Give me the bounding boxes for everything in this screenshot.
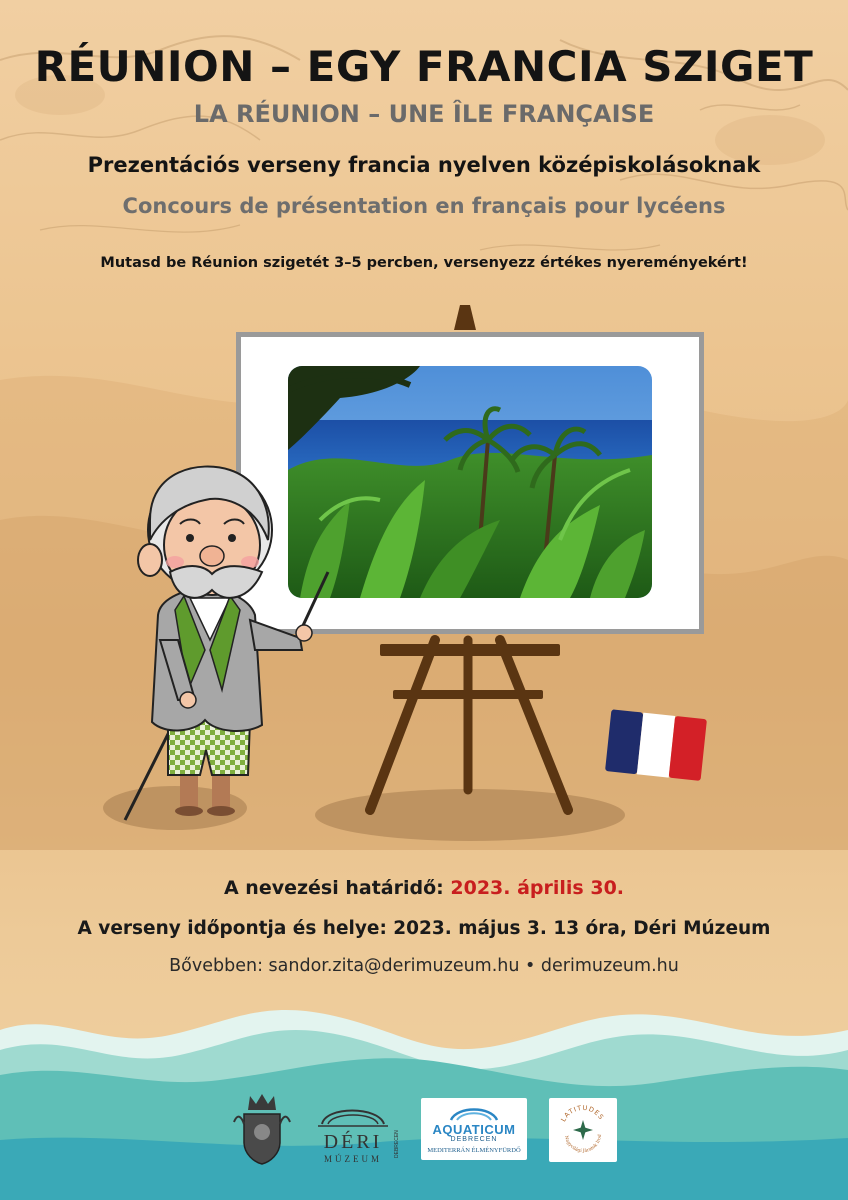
deri-muzeum-logo xyxy=(308,1096,404,1166)
svg-text:DEBRECEN: DEBRECEN xyxy=(394,1130,400,1158)
aquaticum-logo xyxy=(421,1098,527,1160)
aquaticum-city: DEBRECEN xyxy=(450,1136,498,1143)
subtitle-hungarian: Prezentációs verseny francia nyelven középiskolásoknak xyxy=(87,153,761,177)
svg-text:Nagyvilági Járatok Iroda: Nagyvilági Járatok Irod xyxy=(563,1134,604,1155)
compass-rose-icon xyxy=(553,1100,613,1160)
subtitle-french: Concours de présentation en français pour lycéens xyxy=(122,194,726,218)
sponsor-logos xyxy=(0,1090,848,1170)
illustration-scene xyxy=(0,290,848,850)
latitudes-logo xyxy=(549,1098,617,1162)
contact-info: Bővebben: sandor.zita@derimuzeum.hu • derimuzeum.hu xyxy=(169,956,679,976)
aquaticum-name: AQUATICUM xyxy=(432,1122,516,1137)
aquaticum-dome-icon xyxy=(449,1102,499,1122)
coat-of-arms-icon xyxy=(232,1092,292,1166)
tagline: Mutasd be Réunion szigetét 3–5 percben, versenyezz értékes nyereményekért! xyxy=(100,255,748,271)
island-photo xyxy=(288,366,652,598)
france-flag-icon xyxy=(605,709,707,781)
easel-shadow xyxy=(315,789,625,841)
svg-text:MÚZEUM: MÚZEUM xyxy=(324,1154,382,1164)
title-french: LA RÉUNION – UNE ÎLE FRANÇAISE xyxy=(193,100,655,128)
deadline-label: A nevezési határidő: xyxy=(223,877,451,899)
deadline-date: 2023. április 30. xyxy=(450,877,625,899)
svg-text:LATITUDES: LATITUDES xyxy=(559,1103,606,1124)
event-date-venue: A verseny időpontja és helye: 2023. május 3. 13 óra, Déri Múzeum xyxy=(77,918,771,939)
aquaticum-subtitle: MEDITERRÁN ÉLMÉNYFÜRDŐ xyxy=(427,1147,521,1154)
deadline-line xyxy=(0,877,848,899)
title-hungarian: RÉUNION – EGY FRANCIA SZIGET xyxy=(34,42,814,91)
svg-text:DÉRI: DÉRI xyxy=(323,1131,383,1153)
